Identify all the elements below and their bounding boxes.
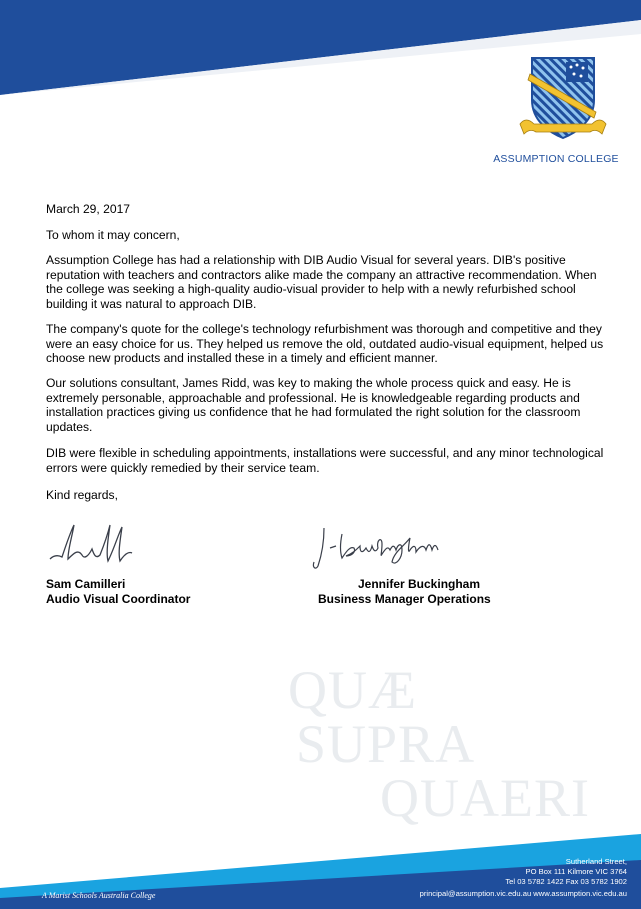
signature-jennifer-buckingham	[310, 522, 460, 572]
signature-sam-camilleri	[44, 515, 144, 570]
letter-date: March 29, 2017	[46, 202, 131, 216]
motto-line: QUÆ	[288, 660, 418, 720]
signatory-title: Business Manager Operations	[318, 592, 491, 606]
footer-contact: principal@assumption.vic.edu.au www.assumption.vic.edu.au	[419, 889, 627, 898]
letter-paragraph: Assumption College has had a relationship with DIB Audio Visual for several years. DIB's positive reputation with teachers and contractors alike made the company an attractive recommendation. When the college was seeking a high-quality audio-visual provider to help with a newly refurbished school building it was natural to approach DIB.	[46, 253, 597, 311]
letter-paragraph: The company's quote for the college's technology refurbishment was thorough and competitive and they were an easy choice for us. They helped us remove the old, outdated audio-visual equipment, helped us choose new products and installed these in a timely and efficient manner.	[46, 322, 604, 365]
letter-paragraph: Our solutions consultant, James Ridd, was key to making the whole process quick and easy. He is extremely personable, approachable and professional. He is knowledgeable regarding products and installation practices giving us confidence that he had formulated the right solution for the classroom updates.	[46, 376, 581, 434]
letter-greeting: To whom it may concern,	[46, 228, 180, 242]
letter-closing: Kind regards,	[46, 488, 118, 502]
signatory-title: Audio Visual Coordinator	[46, 592, 191, 606]
signatory-name: Sam Camilleri	[46, 577, 126, 591]
motto-line: QUAERI	[380, 768, 590, 828]
motto-line: SUPRA	[296, 714, 476, 774]
school-name: ASSUMPTION COLLEGE	[493, 153, 619, 165]
footer-address: Sutherland Street, PO Box 111 Kilmore VIC 3764 Tel 03 5782 1422 Fax 03 5782 1902	[505, 857, 627, 886]
school-crest-icon	[518, 54, 608, 144]
letter-paragraph: DIB were flexible in scheduling appointments, installations were successful, and any minor technological errors were quickly remedied by their service team.	[46, 446, 604, 475]
footer-tagline: A Marist Schools Australia College	[42, 891, 156, 900]
signatory-name: Jennifer Buckingham	[358, 577, 481, 591]
